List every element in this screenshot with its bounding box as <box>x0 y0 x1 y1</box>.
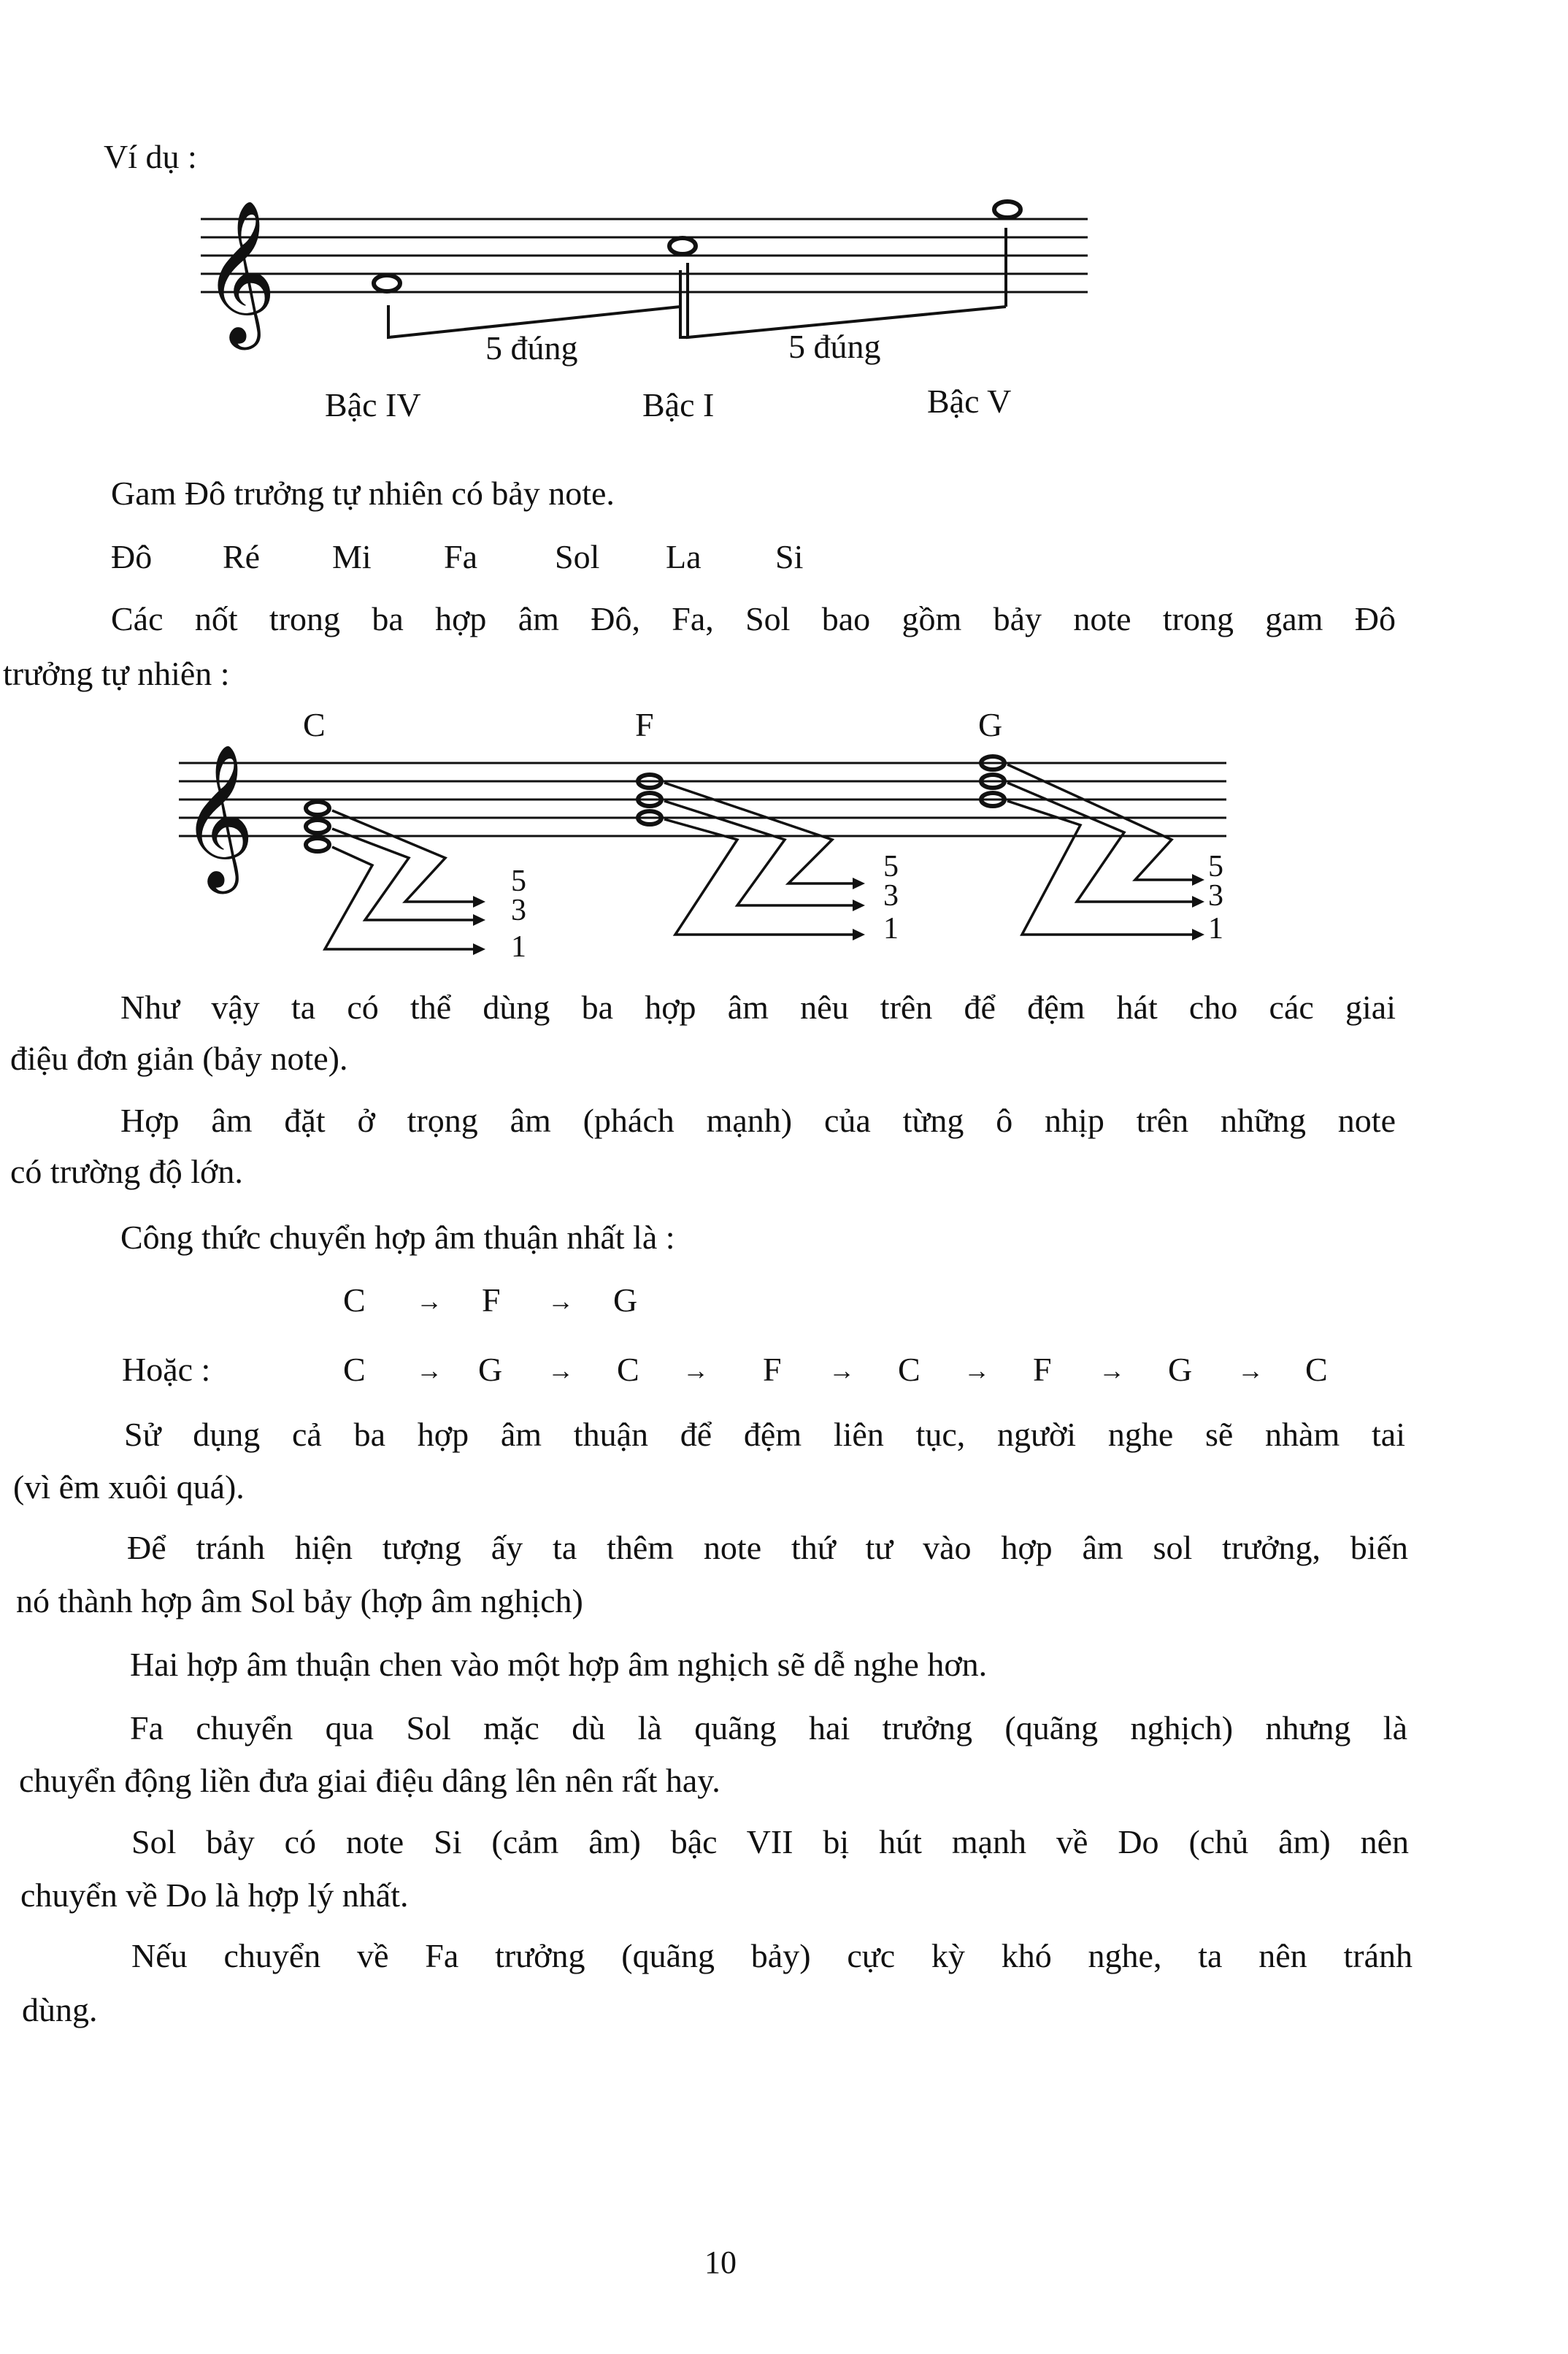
para8-line2: dùng. <box>22 1991 98 2028</box>
arrow-icon: → <box>416 1356 442 1385</box>
chord-symbol: G <box>613 1281 638 1319</box>
degree-digit: 1 <box>1208 912 1223 946</box>
arrow-icon: → <box>683 1356 709 1385</box>
chord-symbol: C <box>343 1281 366 1319</box>
degree-digit: 3 <box>1208 879 1223 913</box>
note-name: Si <box>775 538 804 575</box>
para5: Hai hợp âm thuận chen vào một hợp âm nghịch sẽ dễ nghe hơn. <box>130 1646 988 1683</box>
chord-symbol: C <box>343 1351 366 1388</box>
note-name: Đô <box>111 538 153 575</box>
para6-line2: chuyển động liền đưa giai điệu dâng lên nên rất hay. <box>19 1762 720 1799</box>
degree-digit: 5 <box>511 864 526 898</box>
gamut-sentence: Gam Đô trưởng tự nhiên có bảy note. <box>111 475 615 512</box>
formula-intro: Công thức chuyển hợp âm thuận nhất là : <box>120 1219 675 1256</box>
interval-label-2: 5 đúng <box>788 328 881 365</box>
chord-symbol: F <box>482 1281 501 1319</box>
formula-label: Hoặc : <box>122 1351 211 1388</box>
para4-line2: nó thành hợp âm Sol bảy (hợp âm nghịch) <box>16 1582 583 1619</box>
degree-label-i: Bậc I <box>642 386 715 423</box>
arrow-icon: → <box>547 1287 574 1316</box>
para7-line1 <box>131 1825 1409 1859</box>
note-name: Mi <box>332 538 372 575</box>
chord-name-g: G <box>978 706 1003 743</box>
text-line: Sol bảy có note Si (cảm âm) bậc VII bị hút mạnh về Do (chủ âm) nên <box>131 1823 1409 1860</box>
para8-line1 <box>131 1939 1413 1973</box>
chord-symbol: C <box>898 1351 921 1388</box>
chord-symbol: F <box>1033 1351 1052 1388</box>
note-name: Sol <box>555 538 600 575</box>
arrow-icon: → <box>1099 1356 1125 1385</box>
chord-symbol: G <box>1168 1351 1193 1388</box>
arrow-icon: → <box>416 1287 442 1316</box>
note-name: Ré <box>223 538 261 575</box>
degree-digit: 3 <box>511 894 526 927</box>
formula-row-2 <box>0 1353 1568 1389</box>
text-line: Sử dụng cả ba hợp âm thuận để đệm liên tục, người nghe sẽ nhàm tai <box>124 1416 1405 1453</box>
para4-line1 <box>127 1531 1408 1565</box>
degree-digit: 3 <box>883 879 899 913</box>
degree-label-iv: Bậc IV <box>325 386 421 423</box>
arrow-icon: → <box>829 1356 855 1385</box>
treble-clef-icon: 𝄞 <box>181 748 255 885</box>
chords-intro-line2: trưởng tự nhiên : <box>3 655 230 692</box>
degree-digit: 1 <box>511 930 526 964</box>
chord-symbol: C <box>1305 1351 1328 1388</box>
note-name: La <box>666 538 702 575</box>
degree-digit: 5 <box>1208 850 1223 883</box>
text-line: Nếu chuyển về Fa trưởng (quãng bảy) cực kỳ khó nghe, ta nên tránh <box>131 1937 1413 1974</box>
para3-line1 <box>124 1418 1405 1452</box>
para1-line2: điệu đơn giản (bảy note). <box>10 1040 348 1077</box>
chord-symbol: G <box>478 1351 503 1388</box>
example-label: Ví dụ : <box>104 138 197 175</box>
text-line: Hợp âm đặt ở trọng âm (phách mạnh) của từng ô nhịp trên những note <box>120 1102 1396 1139</box>
para2-line2: có trường độ lớn. <box>10 1153 243 1190</box>
page-number: 10 <box>704 2244 737 2280</box>
para1-line1 <box>120 991 1396 1024</box>
arrow-icon: → <box>964 1356 990 1385</box>
chord-symbol: C <box>617 1351 639 1388</box>
text-line: Để tránh hiện tượng ấy ta thêm note thứ tư vào hợp âm sol trưởng, biến <box>127 1529 1408 1566</box>
interval-label-1: 5 đúng <box>485 329 578 367</box>
note-name: Fa <box>444 538 477 575</box>
arrow-icon: → <box>1237 1356 1264 1385</box>
chord-name-f: F <box>635 706 654 743</box>
treble-clef-icon: 𝄞 <box>203 204 277 341</box>
para3-line2: (vì êm xuôi quá). <box>13 1468 245 1506</box>
degree-digit: 1 <box>883 912 899 946</box>
para6-line1 <box>130 1711 1407 1745</box>
text-line: Fa chuyển qua Sol mặc dù là quãng hai trưởng (quãng nghịch) nhưng là <box>130 1709 1407 1747</box>
degree-digit: 5 <box>883 850 899 883</box>
chord-symbol: F <box>763 1351 782 1388</box>
degree-label-v: Bậc V <box>927 383 1012 420</box>
para2-line1 <box>120 1104 1396 1138</box>
formula-row-1 <box>0 1281 1568 1320</box>
para7-line2: chuyển về Do là hợp lý nhất. <box>20 1876 409 1914</box>
text-line: Như vậy ta có thể dùng ba hợp âm nêu trên để đệm hát cho các giai <box>120 989 1396 1026</box>
staff-figure-chords <box>0 0 1568 1026</box>
chord-name-c: C <box>303 706 326 743</box>
text-line: Các nốt trong ba hợp âm Đô, Fa, Sol bao gồm bảy note trong gam Đô <box>111 600 1396 637</box>
arrow-icon: → <box>547 1356 574 1385</box>
